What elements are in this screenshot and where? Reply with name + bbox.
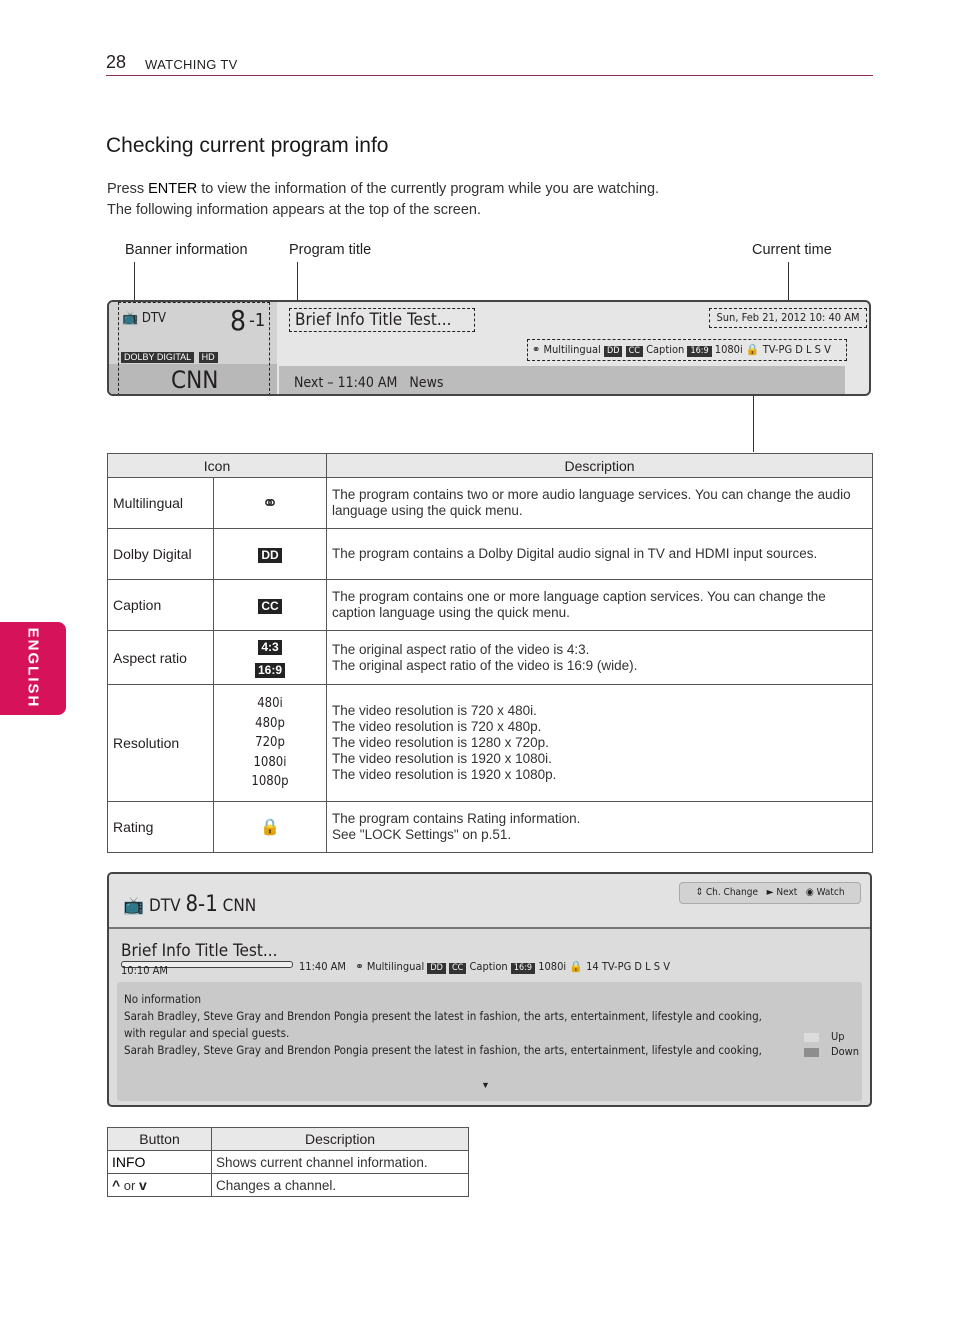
- table-row: Dolby Digital DD The program contains a Dolby Digital audio signal in TV and HDMI input sources.: [108, 529, 873, 580]
- callout-line: [134, 262, 135, 304]
- multilingual-icon: ⚭: [355, 960, 364, 973]
- play-icon: ►: [766, 887, 774, 898]
- aspect-icon: 16:9: [687, 346, 711, 357]
- multilingual-icon: ⚭: [532, 343, 541, 356]
- table-row: Resolution 480i 480p 720p 1080i 1080p The video resolution is 720 x 480i. The video resolution is 720 x 480p. The video resolution is 1280 x 720p. The video resolution is 1920 x 1080i. The video resolution is 1920 x 1080p.: [108, 685, 873, 802]
- info-banner-preview: [107, 300, 871, 396]
- button-table: Button Description INFO Shows current channel information. ^ or v Changes a channel.: [107, 1127, 469, 1197]
- info-icons-row: 11:40 AM ⚭ Multilingual DD CC Caption 16:9 1080i 🔒 14 TV-PG D L S V: [299, 960, 670, 973]
- current-time: Sun, Feb 21, 2012 10: 40 AM: [709, 308, 867, 328]
- cc-icon: CC: [626, 346, 643, 357]
- section-header: WATCHING TV: [145, 57, 238, 72]
- callout-program-title: Program title: [289, 242, 372, 258]
- table-row: Multilingual ⚭ The program contains two or more audio language services. You can change the audio language using the quick menu.: [108, 478, 873, 529]
- lock-icon: 🔒: [214, 802, 327, 853]
- hd-tag: HD: [199, 352, 218, 363]
- dolby-icon: DD: [427, 963, 445, 974]
- info-button: INFO: [108, 1151, 212, 1174]
- program-title: Brief Info Title Test...: [121, 941, 278, 961]
- language-label: ENGLISH: [24, 627, 42, 709]
- program-description: No information Sarah Bradley, Steve Gray and Brendon Pongia present the latest in fashion, the arts, entertainment, lifestyle and cooking, with regular and special guests. Sarah Bradley, Steve Gray and Brendon Pongia present the latest in fashion, the arts, entertainment, lifestyle and cooking,: [124, 992, 762, 1057]
- key-hints: ⇕ Ch. Change ► Next ◉ Watch: [679, 882, 861, 904]
- aspect-ratio-icons: 4:3 16:9: [214, 631, 327, 685]
- multilingual-icon: ⚭: [214, 478, 327, 529]
- table-row: Aspect ratio 4:3 16:9 The original aspect ratio of the video is 4:3. The original aspect ratio of the video is 16:9 (wide).: [108, 631, 873, 685]
- callout-banner-info: Banner information: [125, 242, 248, 258]
- table-row: Caption CC The program contains one or more language caption services. You can change the caption language using the quick menu.: [108, 580, 873, 631]
- cc-icon: CC: [449, 963, 466, 974]
- program-description-panel: [117, 982, 862, 1101]
- scroll-up-label: Up: [831, 1030, 845, 1043]
- page-number: 28: [106, 52, 127, 72]
- tv-icon: 📺: [122, 311, 139, 326]
- channel-header: 📺 DTV 8-1 CNN: [123, 892, 257, 917]
- section-title: Checking current program info: [106, 134, 389, 157]
- source-label: DTV: [141, 311, 167, 326]
- scroll-up-swatch[interactable]: [804, 1033, 819, 1042]
- callout-line: [788, 262, 789, 304]
- callout-current-time: Current time: [752, 242, 832, 258]
- channel-minor: -1: [249, 310, 266, 331]
- table-row: ^ or v Changes a channel.: [108, 1174, 469, 1197]
- next-program: Next – 11:40 AM News: [294, 375, 444, 391]
- channel-major: 8: [230, 304, 247, 337]
- resolution-icons: 480i 480p 720p 1080i 1080p: [214, 685, 327, 802]
- tv-icon: 📺: [123, 896, 145, 916]
- table-row: Rating 🔒 The program contains Rating information. See "LOCK Settings" on p.51.: [108, 802, 873, 853]
- lock-icon: 🔒: [569, 960, 583, 973]
- scroll-arrow-icon[interactable]: ▼: [481, 1080, 490, 1090]
- intro-text: Press ENTER to view the information of the currently program while you are watching. The following information appears at the top of the screen.: [107, 181, 660, 218]
- aspect-icon: 16:9: [511, 963, 535, 974]
- updown-icon: ⇕: [695, 887, 703, 898]
- station-name: CNN: [171, 366, 219, 394]
- icon-table: Icon Description Multilingual ⚭ The program contains two or more audio language services. You can change the audio language using the quick menu. Dolby Digital DD The program contains a Dolby Digital audio signal in TV and HDMI input sources. Caption CC The program contains one or more language caption services. You can change the caption language using the quick menu. Aspect ratio 4:3 16:9 The original aspect ratio of the video is 4:3. The original aspect ratio of the video is 16:9 (wide). Resolution 480i 480p 720p 1080i 1080p The video resolution is 720 x 480i. The video resolution is 720 x 480p. The video resolution is 1280 x 720p. The video resolution is 1920 x 1080i. The video resolution is 1920 x 1080p. Rating 🔒 The program contains Rating information. See "LOCK Settings" on p.51.: [107, 453, 873, 853]
- scroll-down-swatch[interactable]: [804, 1048, 819, 1057]
- ok-icon: ◉: [805, 887, 814, 898]
- dolby-digital-icon: DD: [214, 529, 327, 580]
- dolby-icon: DD: [604, 346, 622, 357]
- lock-icon: 🔒: [745, 343, 760, 356]
- info-icons-row: ⚭ Multilingual DD CC Caption 16:9 1080i 🔒 TV-PG D L S V: [527, 339, 847, 361]
- detailed-info-banner: [107, 872, 872, 1107]
- dolby-tag: DOLBY DIGITAL: [121, 352, 194, 363]
- table-row: INFO Shows current channel information.: [108, 1151, 469, 1174]
- enter-key: ENTER: [148, 181, 198, 197]
- header-rule: [106, 75, 873, 76]
- start-time: 10:10 AM: [121, 964, 168, 977]
- caption-icon: CC: [214, 580, 327, 631]
- scroll-down-label: Down: [831, 1045, 860, 1058]
- channel-buttons: ^ or v: [108, 1174, 212, 1197]
- program-title: Brief Info Title Test...: [289, 308, 475, 332]
